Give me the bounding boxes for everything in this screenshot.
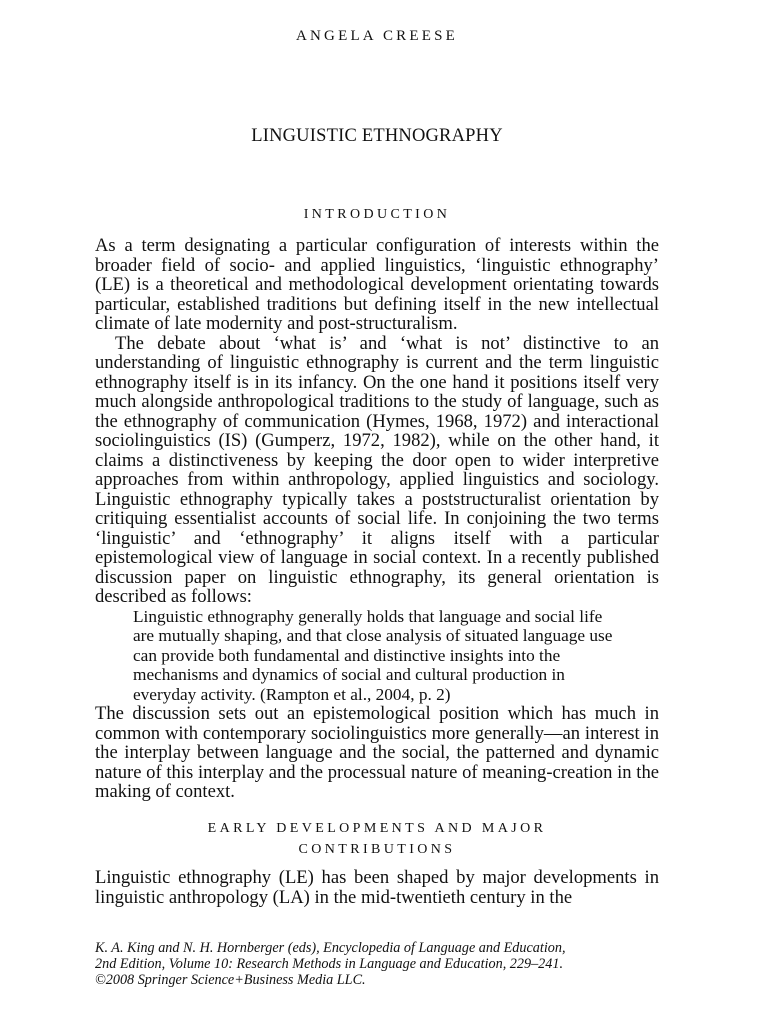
section-heading-introduction: INTRODUCTION xyxy=(303,207,451,222)
chapter-title: LINGUISTIC ETHNOGRAPHY xyxy=(251,126,503,146)
section-heading-line: EARLY DEVELOPMENTS AND MAJOR xyxy=(207,821,547,836)
section-heading-early-developments xyxy=(95,818,659,860)
source-footnote xyxy=(95,940,659,988)
paragraph: As a term designating a particular configuration of interests within the broader field of socio- and applied linguistics, ‘linguistic ethnography’ (LE) is a theoretical and methodological development orientating towards particular, established traditions but defining itself in the new intellectual climate of late modernity and post-structuralism. xyxy=(95,235,659,334)
page xyxy=(95,0,659,1024)
running-head-author: ANGELA CREESE xyxy=(295,28,459,44)
early-developments-body xyxy=(95,868,659,908)
footnote-line: K. A. King and N. H. Hornberger (eds), Encyclopedia of Language and Education, xyxy=(95,940,566,956)
footnote-line: ©2008 Springer Science+Business Media LLC. xyxy=(95,972,366,988)
footnote-line: 2nd Edition, Volume 10: Research Methods in Language and Education, 229–241. xyxy=(95,956,563,972)
paragraph: The discussion sets out an epistemological position which has much in common with contemporary sociolinguistics more generally—an interest in the interplay between language and the social, the patterned and dynamic nature of this interplay and the processual nature of meaning-creation in the making of context. xyxy=(95,703,659,802)
block-quote: Linguistic ethnography generally holds that language and social life are mutually shaping, and that close analysis of situated language use can provide both fundamental and distinctive insights into the mechanisms and dynamics of social and cultural production in everyday activity. (Rampton et al., 2004, p. 2) xyxy=(133,606,613,704)
paragraph: Linguistic ethnography (LE) has been shaped by major developments in linguistic anthropology (LA) in the mid-twentieth century in the xyxy=(95,867,659,908)
paragraph: The debate about ‘what is’ and ‘what is not’ distinctive to an understanding of linguistic ethnography is current and the term linguistic ethnography itself is in its infancy. On the one hand it positions itself very much alongside anthropological traditions to the study of language, such as the ethnography of communication (Hymes, 1968, 1972) and interactional sociolinguistics (IS) (Gumperz, 1972, 1982), while on the other hand, it claims a distinctiveness by keeping the door open to wider interpretive approaches from within anthropology, applied linguistics and sociology. Linguistic ethnography typically takes a poststructuralist orientation by critiquing essentialist accounts of social life. In conjoining the two terms ‘linguistic’ and ‘ethnography’ it aligns itself with a particular epistemological view of language in social context. In a recently published discussion paper on linguistic ethnography, its general orientation is described as follows: xyxy=(95,332,659,607)
introduction-body xyxy=(95,236,659,802)
section-heading-line: CONTRIBUTIONS xyxy=(298,842,456,857)
